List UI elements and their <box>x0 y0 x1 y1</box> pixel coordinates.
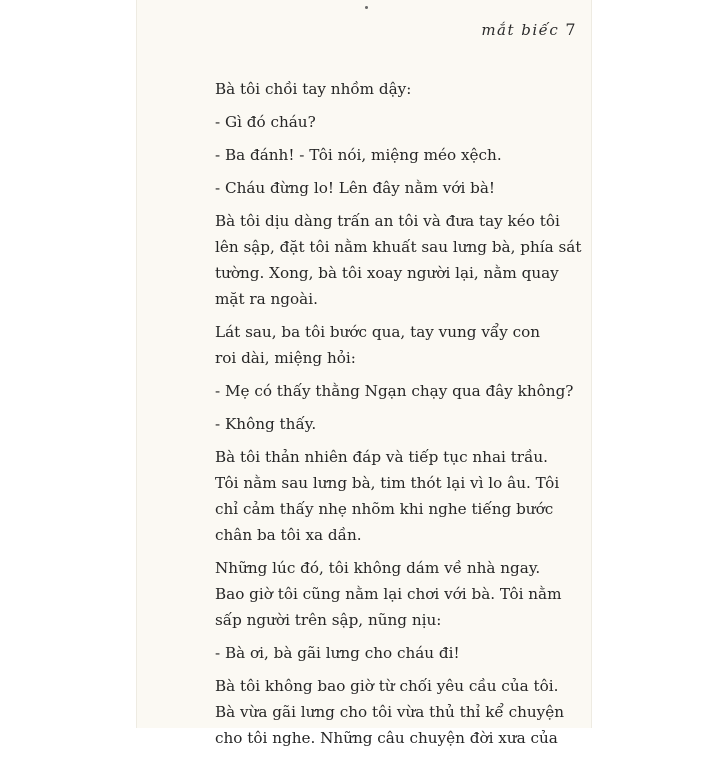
text-line: Bao giờ tôi cũng nằm lại chơi với bà. Tôi nằm <box>215 585 562 603</box>
page-number: 7 <box>565 20 577 39</box>
text-line: Bà tôi dịu dàng trấn an tôi và đưa tay kéo tôi <box>215 212 560 230</box>
text-line: roi dài, miệng hỏi: <box>215 349 356 367</box>
text-line: tường. Xong, bà tôi xoay người lại, nằm quay <box>215 264 559 282</box>
dialogue-line: - Bà ơi, bà gãi lưng cho cháu đi! <box>215 644 460 662</box>
paragraph <box>215 319 555 371</box>
book-page <box>136 0 592 747</box>
text-line: Bà tôi thản nhiên đáp và tiếp tục nhai trầu. <box>215 448 548 466</box>
text-line: Bà tôi chồi tay nhồm dậy: <box>215 80 412 98</box>
paragraph <box>215 555 562 633</box>
dialogue-line: - Mẹ có thấy thằng Ngạn chạy qua đây không? <box>215 382 574 400</box>
paragraph <box>215 208 582 312</box>
paragraph <box>215 76 555 102</box>
text-line: lên sập, đặt tôi nằm khuất sau lưng bà, phía sát <box>215 238 582 256</box>
text-line: Những lúc đó, tôi không dám về nhà ngay. <box>215 559 541 577</box>
text-line: Lát sau, ba tôi bước qua, tay vung vẩy con <box>215 323 541 341</box>
paragraph <box>215 673 565 751</box>
text-line: Bà tôi không bao giờ từ chối yêu cầu của tôi. <box>215 677 559 695</box>
dialogue-line: - Ba đánh! - Tôi nói, miệng méo xệch. <box>215 146 502 164</box>
text-line: Bà vừa gãi lưng cho tôi vừa thủ thỉ kể chuyện <box>215 703 565 721</box>
dialogue-line: - Không thấy. <box>215 415 317 433</box>
paragraph <box>215 444 560 548</box>
text-line: chỉ cảm thấy nhẹ nhõm khi nghe tiếng bước <box>215 500 554 518</box>
dialogue-line: - Gì đó cháu? <box>215 113 316 131</box>
book-title: mắt biếc <box>481 21 560 39</box>
dialogue-line: - Cháu đừng lo! Lên đây nằm với bà! <box>215 179 496 197</box>
text-line: cho tôi nghe. Những câu chuyện đời xưa của <box>215 729 558 747</box>
text-line: Tôi nằm sau lưng bà, tim thót lại vì lo âu. Tôi <box>215 474 560 492</box>
text-line: mặt ra ngoài. <box>215 290 318 308</box>
ink-speck <box>365 6 368 9</box>
body-text <box>215 76 582 758</box>
text-line: sấp người trên sập, nũng nịu: <box>215 611 442 629</box>
text-line: chân ba tôi xa dần. <box>215 526 362 544</box>
running-header <box>481 20 577 39</box>
